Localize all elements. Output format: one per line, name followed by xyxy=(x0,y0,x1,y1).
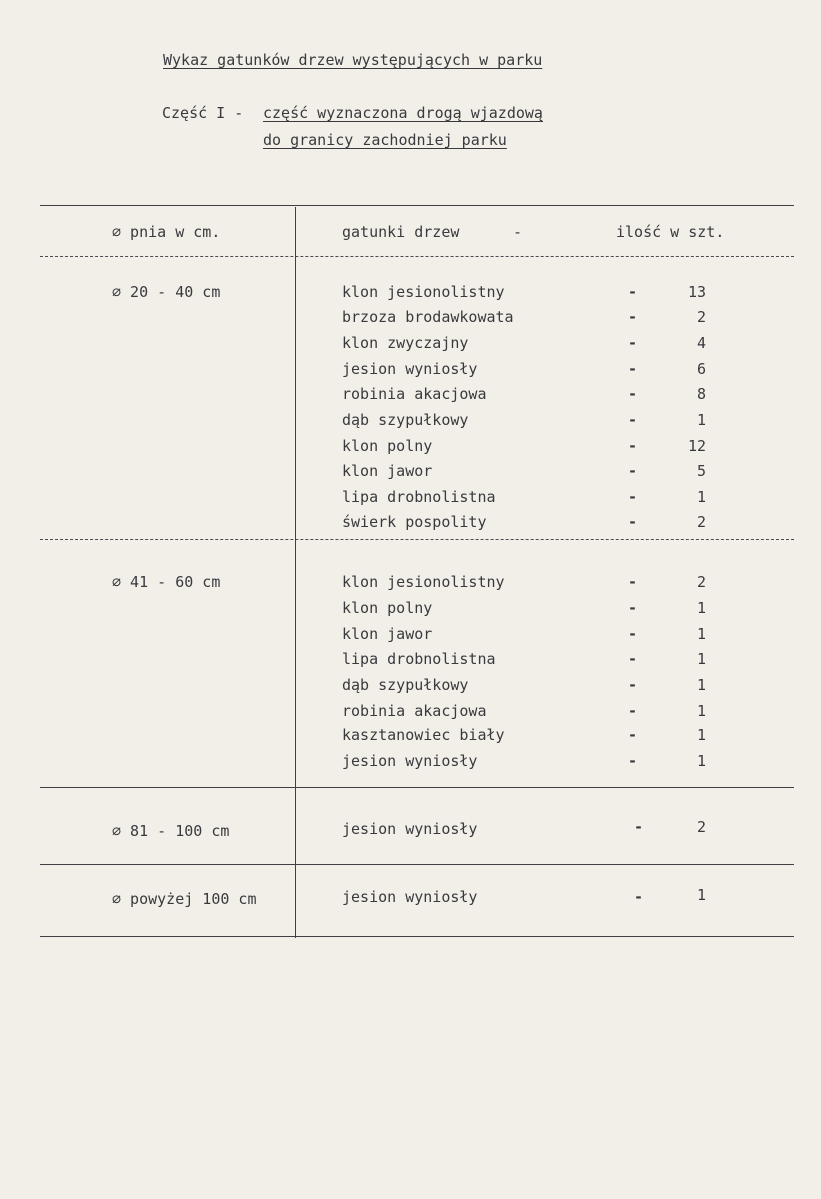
quantity: 1 xyxy=(696,752,706,770)
species-name: lipa drobnolistna xyxy=(342,488,496,506)
species-name: klon zwyczajny xyxy=(342,334,469,352)
header-diameter: ∅ pnia w cm. xyxy=(112,223,221,241)
group-divider xyxy=(40,864,794,865)
group-diameter: ∅ 20 - 40 cm xyxy=(112,283,221,301)
quantity: 5 xyxy=(696,462,706,480)
species-name: dąb szypułkowy xyxy=(342,676,469,694)
species-name: robinia akacjowa xyxy=(342,702,487,720)
quantity: 1 xyxy=(696,488,706,506)
dash: - xyxy=(628,599,638,617)
quantity: 1 xyxy=(696,650,706,668)
dash: - xyxy=(634,888,644,906)
dash: - xyxy=(628,488,638,506)
dash: - xyxy=(628,437,638,455)
species-name: klon jawor xyxy=(342,462,433,480)
dash: - xyxy=(628,334,638,352)
header-species: gatunki drzew xyxy=(342,223,460,241)
species-name: jesion wyniosły xyxy=(342,888,478,906)
quantity: 2 xyxy=(696,818,706,836)
species-name: jesion wyniosły xyxy=(342,360,478,378)
species-name: kasztanowiec biały xyxy=(342,726,505,744)
dash: - xyxy=(628,702,638,720)
table-bottom-rule xyxy=(40,936,794,937)
dash: - xyxy=(628,650,638,668)
quantity: 1 xyxy=(696,886,706,904)
quantity: 1 xyxy=(696,676,706,694)
dash: - xyxy=(628,462,638,480)
quantity: 1 xyxy=(696,625,706,643)
species-name: jesion wyniosły xyxy=(342,752,478,770)
dash: - xyxy=(628,513,638,531)
dash: - xyxy=(628,752,638,770)
dash: - xyxy=(628,411,638,429)
quantity: 2 xyxy=(696,308,706,326)
group-diameter: ∅ powyżej 100 cm xyxy=(112,890,257,908)
species-name: świerk pospolity xyxy=(342,513,487,531)
quantity: 1 xyxy=(696,726,706,744)
dash: - xyxy=(628,676,638,694)
dash: - xyxy=(628,360,638,378)
species-name: klon polny xyxy=(342,599,433,617)
quantity: 2 xyxy=(696,573,706,591)
quantity: 8 xyxy=(696,385,706,403)
document-title: Wykaz gatunków drzew występujących w parku xyxy=(163,51,543,69)
species-name: jesion wyniosły xyxy=(342,820,478,838)
species-name: klon jawor xyxy=(342,625,433,643)
species-name: dąb szypułkowy xyxy=(342,411,469,429)
dash: - xyxy=(634,818,644,836)
group-diameter: ∅ 81 - 100 cm xyxy=(112,822,230,840)
dash: - xyxy=(628,573,638,591)
species-name: lipa drobnolistna xyxy=(342,650,496,668)
header-rule xyxy=(40,256,794,257)
part-label: Część I - xyxy=(162,104,244,122)
dash: - xyxy=(628,625,638,643)
quantity: 13 xyxy=(687,283,706,301)
quantity: 1 xyxy=(696,702,706,720)
quantity: 1 xyxy=(696,411,706,429)
species-name: klon jesionolistny xyxy=(342,573,505,591)
quantity: 2 xyxy=(696,513,706,531)
quantity: 1 xyxy=(696,599,706,617)
dash: - xyxy=(628,726,638,744)
dash: - xyxy=(628,283,638,301)
species-name: robinia akacjowa xyxy=(342,385,487,403)
dash: - xyxy=(628,308,638,326)
group-divider xyxy=(40,787,794,788)
column-divider xyxy=(295,207,296,938)
quantity: 12 xyxy=(687,437,706,455)
species-name: brzoza brodawkowata xyxy=(342,308,514,326)
header-quantity: ilość w szt. xyxy=(616,223,725,241)
table-top-rule xyxy=(40,205,794,206)
header-species-dash: - xyxy=(513,223,523,241)
quantity: 6 xyxy=(696,360,706,378)
quantity: 4 xyxy=(696,334,706,352)
part-description-line-1: część wyznaczona drogą wjazdową xyxy=(263,104,543,122)
part-description-line-2: do granicy zachodniej parku xyxy=(263,131,507,149)
group-divider xyxy=(40,539,794,540)
dash: - xyxy=(628,385,638,403)
species-name: klon jesionolistny xyxy=(342,283,505,301)
group-diameter: ∅ 41 - 60 cm xyxy=(112,573,221,591)
species-name: klon polny xyxy=(342,437,433,455)
